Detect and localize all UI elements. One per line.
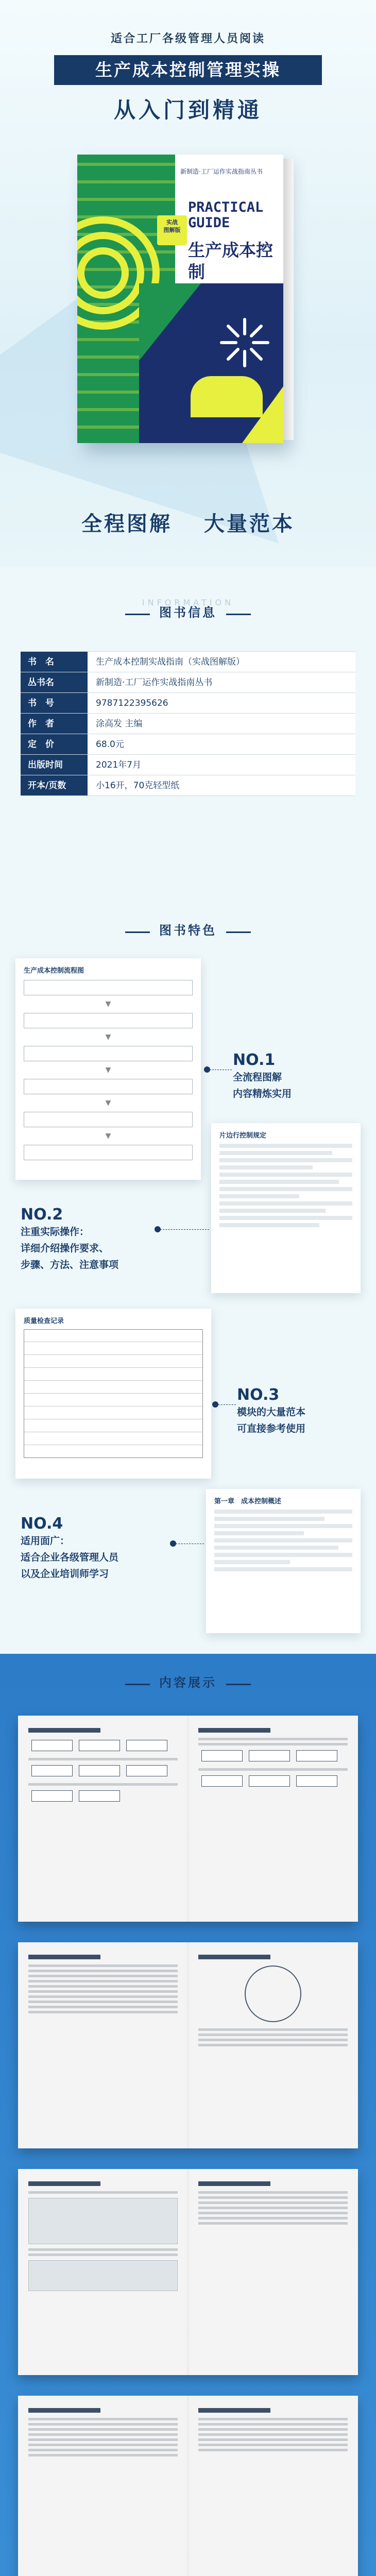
hero-banner: 生产成本控制管理实操 [54,55,322,85]
content-spread-3 [18,2169,358,2375]
features-section [0,896,376,1654]
hero-slogans [0,507,376,537]
info-row: 书 号 9787122395626 [21,693,355,714]
content-section [0,1654,376,2576]
info-row: 定 价 68.0元 [21,734,355,755]
content-spread-1 [18,1716,358,1922]
cover-navy-panel [139,283,283,443]
features-section-title: 图书特色 [0,922,376,938]
content-section-title: 内容展示 [0,1674,376,1690]
info-section-title: INFORMATION 图书信息 [0,598,376,620]
cover-english-title: PRACTICAL GUIDE [188,199,264,231]
info-section [0,567,376,896]
feature-no3: NO.3 模块的大量范本 可直接参考使用 [237,1386,306,1434]
feature-sample-form: 质量检查记录 [15,1309,211,1479]
feature-no1: NO.1 全流程图解 内容精炼实用 [233,1051,292,1099]
slogan-templates: 大量范本 [203,512,295,536]
info-row: 作 者 涂高发 主编 [21,714,355,734]
hero-subtitle: 从入门到精通 [113,97,262,123]
cover-series-tag: 新制造·工厂运作实战指南丛书 [180,168,263,175]
book-front [77,155,283,443]
hero-tagline: 适合工厂各级管理人员阅读 [110,32,265,45]
info-row: 书 名 生产成本控制实战指南（实战图解版） [21,652,355,672]
hero-section [0,0,376,567]
info-row: 开本/页数 小16开，70克轻型纸 [21,775,355,796]
content-spread-4 [18,2396,358,2576]
feature-no4: NO.4 适用面广： 适合企业各级管理人员 以及企业培训师学习 [21,1515,119,1580]
book-spine-edge [283,159,294,440]
feature-sample-flowchart: 生产成本控制流程图 ▼ ▼ ▼ ▼ ▼ [15,958,201,1180]
book-info-table [21,651,355,796]
feature-sample-procedure: 片边行控制规定 [211,1123,361,1293]
info-row: 丛书名 新制造·工厂运作实战指南丛书 [21,672,355,693]
feature-sample-chapter: 第一章 成本控制概述 [206,1489,361,1633]
info-row: 出版时间 2021年7月 [21,755,355,775]
content-spread-2 [18,1942,358,2148]
cover-title: 生产成本控制 [188,240,273,282]
feature-no2: NO.2 注重实际操作： 详细介绍操作要求、 步骤、方法、注意事项 [21,1206,119,1270]
slogan-illustrated: 全程图解 [81,512,173,536]
hero-header [0,0,376,124]
cover-badge: 实战 图解版 [157,215,187,245]
book-cover [77,155,294,443]
